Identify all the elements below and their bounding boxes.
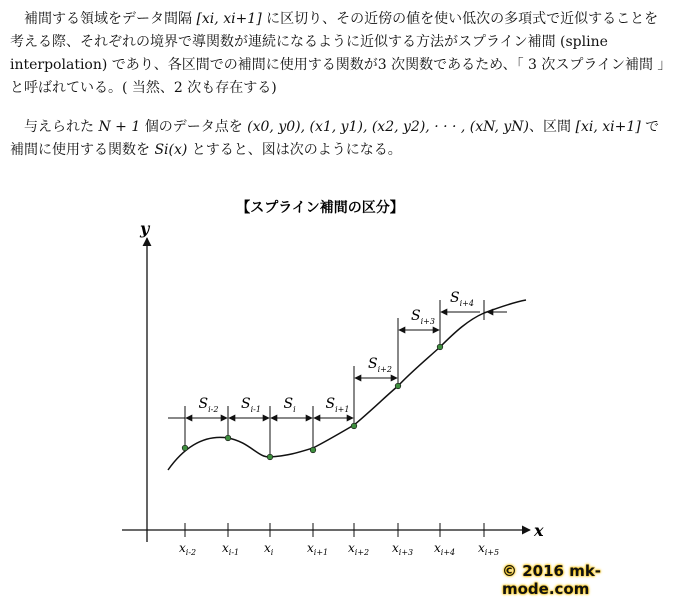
x-tick-label: $x_{i+4}$	[434, 541, 456, 557]
p2-count: N + 1	[98, 119, 141, 135]
data-point	[395, 383, 401, 389]
p2-points: (x0, y0), (x1, y1), (x2, y2), · · · , (xN, yN)	[247, 119, 530, 135]
segment-label: $S_{i+4}$	[450, 290, 474, 308]
x-tick-label: $x_{i+2}$	[348, 541, 370, 557]
spline-figure	[110, 190, 550, 560]
data-point	[225, 435, 231, 441]
x-ticks	[179, 523, 499, 557]
x-tick-label: $x_{i-1}$	[222, 541, 240, 557]
segment-label: $S_{i+3}$	[411, 308, 435, 326]
y-axis-label: y	[140, 219, 150, 238]
x-tick-label: $x_{i+5}$	[478, 541, 500, 557]
p1-text-a: 補間する領域をデータ間隔	[24, 11, 192, 27]
segment-label: $S_i$	[283, 396, 296, 414]
p2-text-3: 、区間	[529, 119, 572, 135]
data-point	[182, 445, 188, 451]
data-point	[310, 447, 316, 453]
x-tick-label: $x_{i+3}$	[392, 541, 414, 557]
spline-curve	[168, 300, 526, 470]
p2-text-2: 個のデータ点を	[144, 119, 243, 135]
x-tick-label: $x_{i+1}$	[307, 541, 329, 557]
x-axis-label: x	[534, 521, 544, 540]
p2-interval: [xi, xi+1]	[575, 119, 641, 135]
segment-label: $S_{i+2}$	[368, 356, 392, 374]
copyright: © 2016 mk-mode.com	[502, 562, 602, 598]
segment-label: $S_{i-2}$	[198, 396, 219, 414]
data-point	[351, 423, 357, 429]
p1-interval: [xi, xi+1]	[196, 11, 262, 27]
segment-label: $S_{i+1}$	[325, 396, 350, 414]
segment-label: $S_{i-1}$	[241, 396, 261, 414]
paragraph-intro	[10, 8, 670, 100]
data-point	[267, 454, 273, 460]
data-point	[437, 344, 443, 350]
x-tick-label: $x_i$	[264, 541, 274, 557]
p1-text-b: に区切り、その近傍の値を使い低次の多項式で近似することを考える際、それぞれの境界で導関数が連続になるように近似する方法がスプライン補間 (spline interpolation) であり、各区間での補間に使用する関数が3 次関数であるため、「 3 次スプライン補間 」と呼ばれている。( 当然、2 次も存在する)	[10, 11, 665, 96]
p2-text-5: とすると、図は次のようになる。	[191, 142, 402, 158]
paragraph-definition	[10, 116, 670, 162]
p2-text-1: 与えられた	[24, 119, 94, 135]
x-tick-label: $x_{i-2}$	[179, 541, 197, 557]
p2-text-4: で補間に使用する関数を	[10, 119, 660, 158]
figure-title: 【スプライン補間の区分】	[236, 200, 404, 216]
p2-func: Si(x)	[154, 142, 188, 158]
